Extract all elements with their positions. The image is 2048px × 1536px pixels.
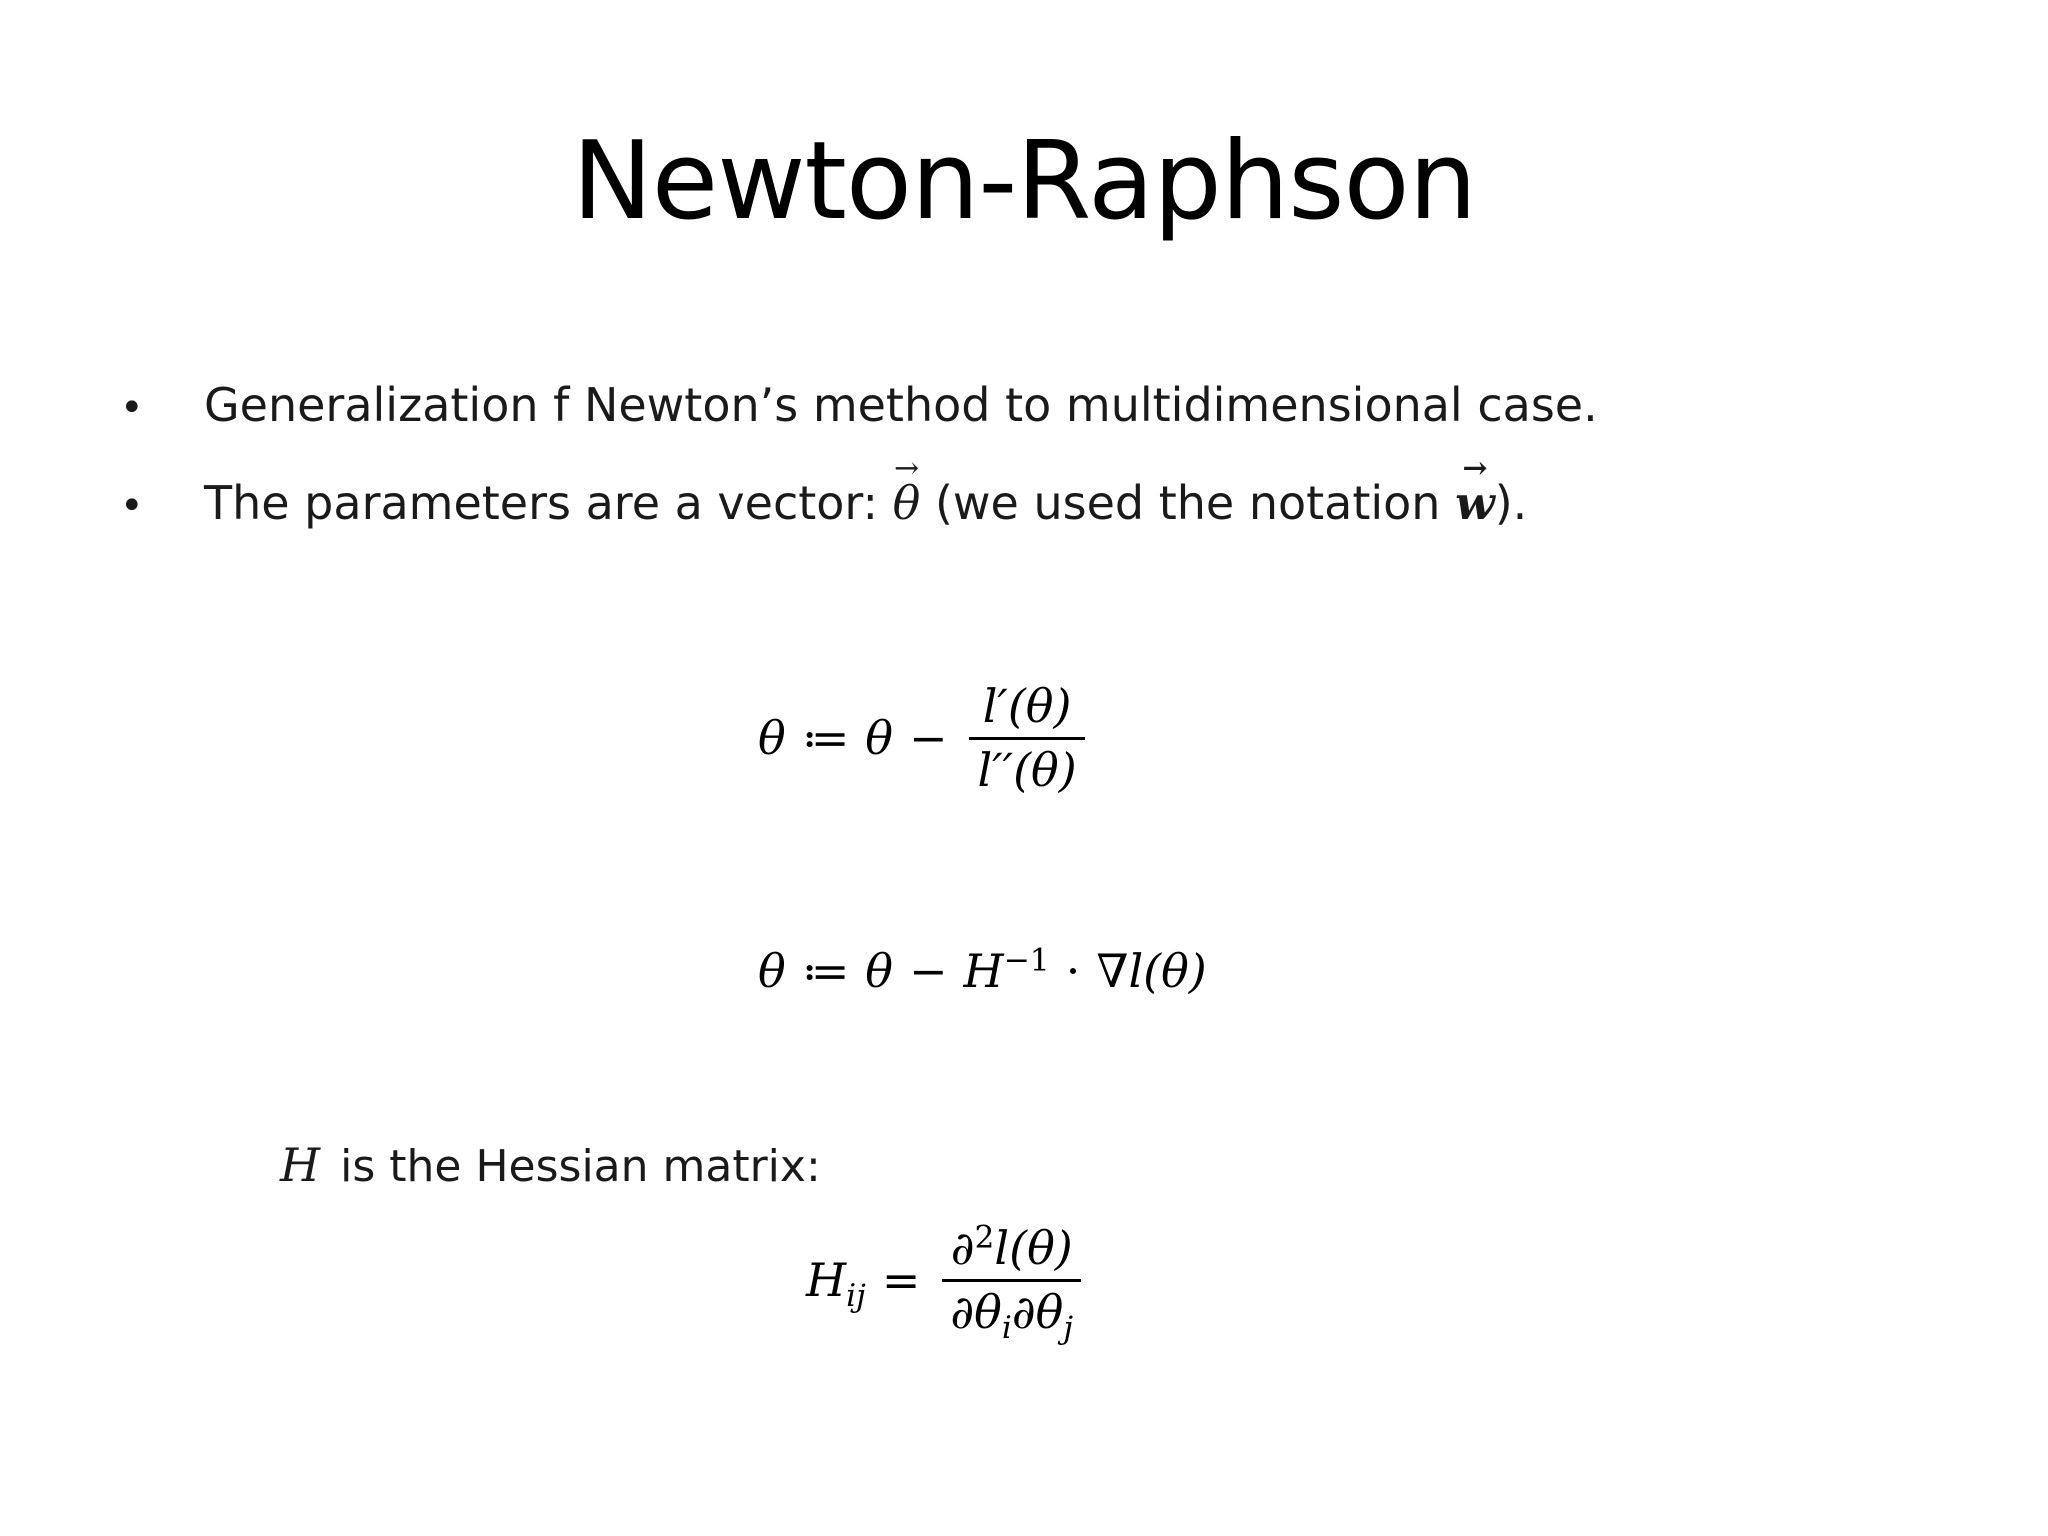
eq2-dot: · bbox=[1065, 944, 1081, 998]
bullet-item-parameters bbox=[120, 451, 1598, 574]
hessian-intro bbox=[280, 1138, 821, 1192]
eq1-denominator: l′′(θ) bbox=[977, 742, 1077, 797]
w-vector-symbol bbox=[1455, 451, 1495, 530]
bullet-text bbox=[204, 451, 1528, 530]
eq2-hessian bbox=[963, 944, 1049, 998]
bullet-text-after: ). bbox=[1494, 476, 1528, 530]
eq2-hessian-symbol: H bbox=[963, 944, 1004, 998]
bullet-item-generalization bbox=[120, 378, 1598, 476]
eq1-fraction bbox=[969, 680, 1084, 797]
newton-update-equation-nd bbox=[758, 944, 1207, 998]
eq2-rhs-term: θ bbox=[865, 944, 893, 998]
partial-symbol: ∂ bbox=[950, 1221, 975, 1275]
bullet-marker: • bbox=[120, 483, 144, 529]
hessian-numerator-rest: l(θ) bbox=[994, 1221, 1073, 1275]
eq2-minus: − bbox=[908, 944, 948, 998]
eq2-lhs: θ bbox=[758, 944, 786, 998]
theta-symbol: θ bbox=[892, 476, 921, 530]
hessian-numerator bbox=[943, 1219, 1081, 1275]
eq1-numerator: l′(θ) bbox=[982, 679, 1072, 733]
hessian-symbol: H bbox=[280, 1138, 321, 1192]
hessian-equals: = bbox=[881, 1253, 921, 1308]
partial-theta-j: ∂θ bbox=[1011, 1284, 1064, 1339]
partial-theta-i-subscript: i bbox=[1001, 1310, 1012, 1347]
eq1-lhs: θ bbox=[758, 711, 786, 766]
partial-theta-j-subscript: j bbox=[1063, 1310, 1074, 1347]
hessian-fraction bbox=[942, 1219, 1081, 1347]
hessian-definition bbox=[806, 1219, 1087, 1347]
eq2-inverse-exponent: −1 bbox=[1003, 942, 1050, 979]
bullet-text-before: The parameters are a vector: bbox=[204, 476, 893, 530]
partial-power: 2 bbox=[974, 1219, 995, 1256]
newton-update-equation-1d bbox=[758, 680, 1091, 797]
hessian-lhs-subscript: ij bbox=[846, 1278, 866, 1315]
hessian-intro-text: is the Hessian matrix: bbox=[340, 1141, 821, 1192]
theta-vector-symbol bbox=[892, 451, 921, 530]
eq1-minus: − bbox=[908, 711, 948, 766]
bullet-marker: • bbox=[120, 385, 144, 431]
bullet-text: Generalization f Newton’s method to multidimensional case. bbox=[204, 378, 1598, 432]
eq1-assign: ≔ bbox=[801, 711, 850, 766]
bullet-list bbox=[120, 378, 1598, 574]
bullet-text-middle: (we used the notation bbox=[920, 476, 1456, 530]
eq2-assign: ≔ bbox=[801, 944, 850, 998]
hessian-lhs bbox=[806, 1253, 866, 1315]
partial-theta-i: ∂θ bbox=[950, 1284, 1002, 1339]
vector-arrow-icon: → bbox=[893, 451, 920, 486]
fraction-bar bbox=[942, 1279, 1081, 1282]
eq2-gradient: ∇l(θ) bbox=[1096, 944, 1207, 998]
hessian-lhs-symbol: H bbox=[806, 1253, 847, 1308]
fraction-bar bbox=[969, 737, 1084, 740]
vector-arrow-icon: → bbox=[1462, 451, 1488, 486]
w-symbol: w bbox=[1455, 476, 1495, 530]
eq1-rhs-term: θ bbox=[865, 711, 893, 766]
hessian-denominator bbox=[942, 1284, 1081, 1347]
slide-title: Newton-Raphson bbox=[571, 119, 1477, 244]
